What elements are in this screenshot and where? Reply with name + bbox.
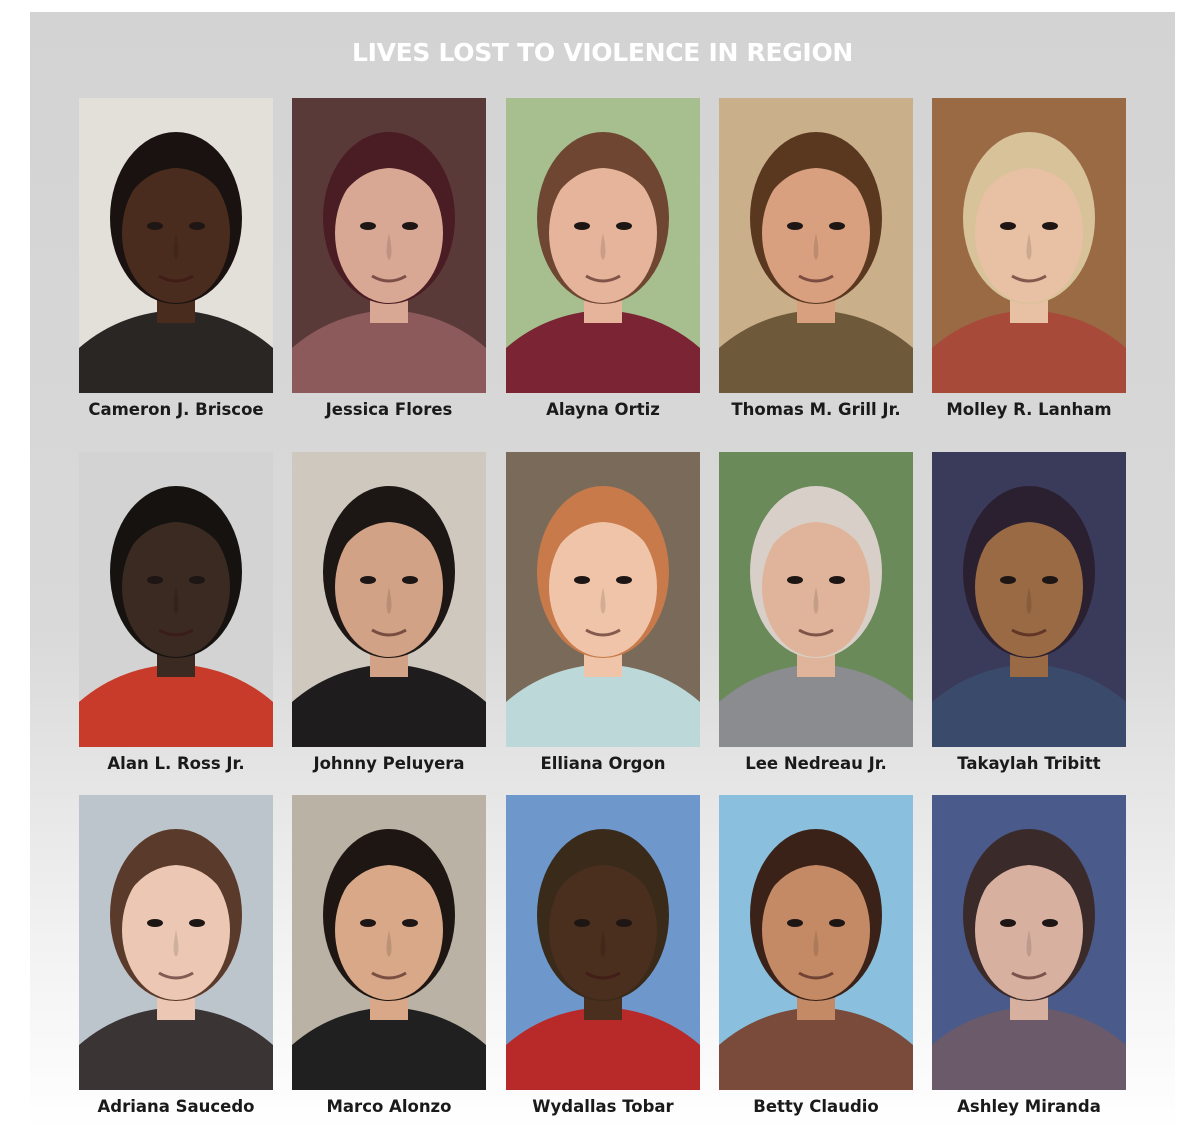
portrait-name: Betty Claudio <box>753 1097 879 1116</box>
portrait-illustration <box>79 795 273 1090</box>
portrait-name: Alayna Ortiz <box>546 400 660 419</box>
portrait-card-ashley-miranda <box>932 795 1126 1116</box>
portrait-photo <box>932 452 1126 747</box>
portrait-photo <box>506 795 700 1090</box>
portrait-photo <box>719 795 913 1090</box>
portrait-photo <box>292 452 486 747</box>
portrait-photo <box>79 98 273 393</box>
portrait-card-cameron-j-briscoe <box>79 98 273 419</box>
portrait-illustration <box>292 795 486 1090</box>
portrait-card-betty-claudio <box>719 795 913 1116</box>
portrait-name: Cameron J. Briscoe <box>88 400 264 419</box>
portrait-photo <box>79 795 273 1090</box>
portrait-illustration <box>292 98 486 393</box>
portrait-photo <box>506 98 700 393</box>
portrait-name: Lee Nedreau Jr. <box>745 754 887 773</box>
portrait-name: Takaylah Tribitt <box>957 754 1101 773</box>
portrait-card-wydallas-tobar <box>506 795 700 1116</box>
portrait-photo <box>506 452 700 747</box>
portrait-name: Wydallas Tobar <box>532 1097 674 1116</box>
portrait-photo <box>79 452 273 747</box>
portrait-card-takaylah-tribitt <box>932 452 1126 773</box>
portrait-illustration <box>506 452 700 747</box>
graphic-title: LIVES LOST TO VIOLENCE IN REGION <box>351 38 854 67</box>
portrait-illustration <box>932 795 1126 1090</box>
portrait-name: Elliana Orgon <box>540 754 666 773</box>
portrait-name: Alan L. Ross Jr. <box>107 754 245 773</box>
portrait-photo <box>932 795 1126 1090</box>
portrait-name: Johnny Peluyera <box>313 754 465 773</box>
portrait-card-elliana-orgon <box>506 452 700 773</box>
portrait-name: Molley R. Lanham <box>946 400 1112 419</box>
portrait-illustration <box>292 452 486 747</box>
portrait-name: Ashley Miranda <box>957 1097 1101 1116</box>
portrait-illustration <box>719 98 913 393</box>
portrait-illustration <box>932 98 1126 393</box>
portrait-name: Marco Alonzo <box>326 1097 452 1116</box>
portrait-card-lee-nedreau-jr <box>719 452 913 773</box>
portrait-illustration <box>79 98 273 393</box>
portrait-card-thomas-m-grill-jr <box>719 98 913 419</box>
portrait-name: Jessica Flores <box>325 400 453 419</box>
portrait-card-jessica-flores <box>292 98 486 419</box>
portrait-illustration <box>79 452 273 747</box>
portrait-illustration <box>506 98 700 393</box>
portrait-photo <box>932 98 1126 393</box>
portrait-illustration <box>719 795 913 1090</box>
portrait-photo <box>719 452 913 747</box>
portrait-name: Adriana Saucedo <box>97 1097 255 1116</box>
portrait-photo <box>719 98 913 393</box>
portrait-card-alayna-ortiz <box>506 98 700 419</box>
portrait-card-adriana-saucedo <box>79 795 273 1116</box>
portrait-illustration <box>719 452 913 747</box>
portrait-illustration <box>506 795 700 1090</box>
portrait-card-johnny-peluyera <box>292 452 486 773</box>
portrait-card-molley-r-lanham <box>932 98 1126 419</box>
portrait-illustration <box>932 452 1126 747</box>
portrait-photo <box>292 98 486 393</box>
portrait-card-alan-l-ross-jr <box>79 452 273 773</box>
portrait-name: Thomas M. Grill Jr. <box>731 400 901 419</box>
portrait-photo <box>292 795 486 1090</box>
portrait-card-marco-alonzo <box>292 795 486 1116</box>
